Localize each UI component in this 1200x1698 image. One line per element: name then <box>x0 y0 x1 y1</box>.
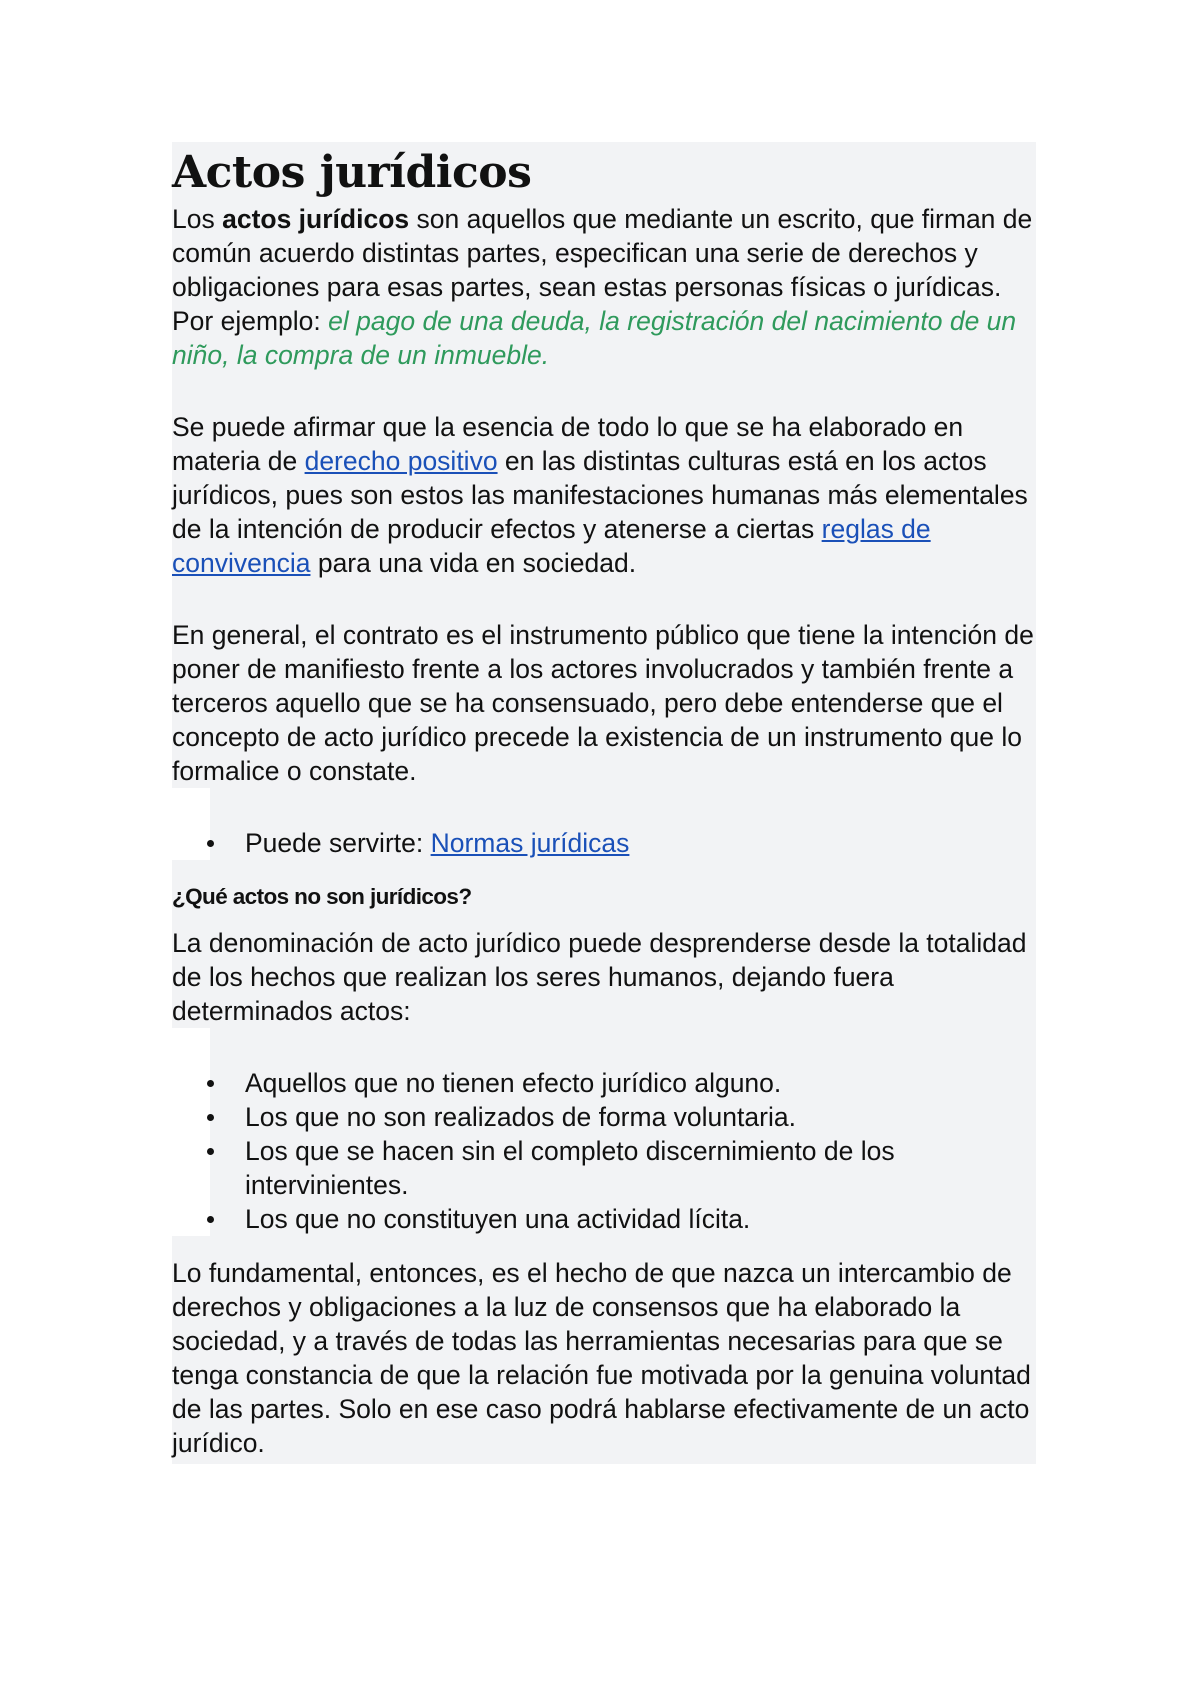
link-normas-juridicas[interactable]: Normas jurídicas <box>430 828 630 858</box>
conclusion-block <box>172 1256 1036 1464</box>
intro-block <box>172 142 1036 372</box>
essence-text-1: Se puede afirmar que la esencia de todo lo que se ha elaborado en materia de <box>172 412 964 476</box>
exclusions-list <box>172 1066 1036 1236</box>
definition-text-rest: son aquellos que mediante un escrito, que firman de común acuerdo distintas partes, especifican una serie de derechos y obligaciones para esas partes, sean estas personas físicas o jurídicas. Por ejemplo: <box>172 204 1033 336</box>
document-body <box>172 142 1036 1464</box>
list-item: Aquellos que no tienen efecto jurídico alguno. <box>245 1066 1036 1100</box>
question-block <box>172 880 1036 1028</box>
paragraph-conclusion: Lo fundamental, entonces, es el hecho de que nazca un intercambio de derechos y obligaciones a la luz de consensos que ha elaborado la sociedad, y a través de todas las herramientas necesarias para que se tenga constancia de que la relación fue motivada por la genuina voluntad de las partes. Solo en ese caso podrá hablarse efectivamente de un acto jurídico. <box>172 1258 1031 1458</box>
list-item: Los que no son realizados de forma voluntaria. <box>245 1100 1036 1134</box>
related-list <box>172 826 1036 860</box>
paragraph-spacer <box>172 372 1036 410</box>
subheading-non-legal-acts: ¿Qué actos no son jurídicos? <box>172 884 472 909</box>
related-list-wrap <box>172 788 1036 860</box>
paragraph-definition <box>172 202 1036 372</box>
paragraph-spacer <box>172 580 1036 618</box>
subheading-gap <box>172 914 1036 926</box>
exclusions-list-wrap <box>172 1028 1036 1236</box>
link-reglas-de-convivencia[interactable]: reglas de convivencia <box>172 514 931 578</box>
paragraph-spacer <box>172 1236 1036 1256</box>
paragraph-essence <box>172 410 1036 580</box>
essence-text-3: para una vida en sociedad. <box>310 548 637 578</box>
definition-bold-term: actos jurídicos <box>222 204 410 234</box>
definition-text-start: Los <box>172 204 223 234</box>
examples-text: el pago de una deuda, la registración del nacimiento de un niño, la compra de un inmueble. <box>172 306 1017 370</box>
paragraph-denomination: La denominación de acto jurídico puede desprenderse desde la totalidad de los hechos que realizan los seres humanos, dejando fuera determinados actos: <box>172 928 1027 1026</box>
subheading-spacer <box>172 860 1036 880</box>
essence-block <box>172 410 1036 580</box>
list-item: Los que se hacen sin el completo discernimiento de los intervinientes. <box>245 1134 1036 1202</box>
link-derecho-positivo[interactable]: derecho positivo <box>304 446 498 476</box>
related-item <box>245 826 1036 860</box>
contract-block <box>172 618 1036 788</box>
paragraph-contract: En general, el contrato es el instrumento público que tiene la intención de poner de manifiesto frente a los actores involucrados y también frente a terceros aquello que se ha consensuado, pero debe entenderse que el concepto de acto jurídico precede la existencia de un instrumento que lo formalice o constate. <box>172 620 1034 786</box>
essence-text-2: en las distintas culturas está en los actos jurídicos, pues son estos las manifestaciones humanas más elementales de la intención de producir efectos y atenerse a ciertas <box>172 446 1028 544</box>
list-item: Los que no constituyen una actividad lícita. <box>245 1202 1036 1236</box>
page-title: Actos jurídicos <box>172 147 532 198</box>
related-prefix: Puede servirte: <box>245 828 431 858</box>
